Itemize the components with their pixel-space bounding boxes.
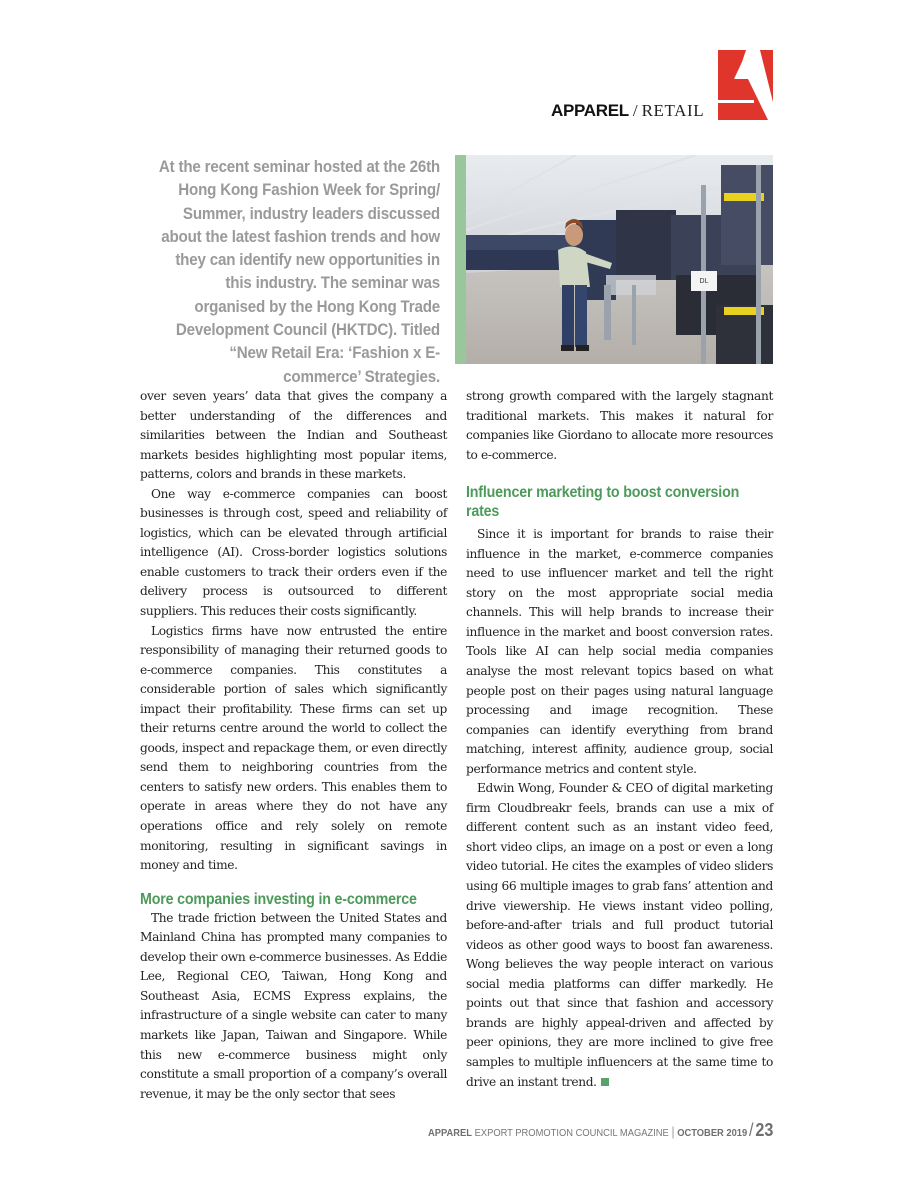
warehouse-photo: [466, 155, 773, 364]
apparel-logo-icon: [718, 50, 773, 120]
photo-accent-bar: [455, 155, 466, 364]
section-main: APPAREL: [551, 101, 629, 120]
section-heading: More companies investing in e-commerce: [140, 890, 417, 908]
paragraph: One way e-commerce companies can boost businesses is through cost, speed and reliability of logistics, which can be elevated through artificial intelligence (AI). Cross-border logistics solutions enable customers to track their orders even if the delivery process is outsourced to different suppliers. This reduces their costs significantly.: [140, 486, 447, 619]
section-separator: /: [632, 101, 638, 120]
paragraph: Since it is important for brands to raise their influence in the market, e-commerce companies need to use influencer market and tell the right story on the most appropriate social media channels. This will help brands to increase their influence in the market and boost conversion rates. Tools like AI can help social media companies analyse the most relevant topics based on what people post on their pages using natural language processing and image recognition. These companies can identify everything from brand matching, interest affinity, audience group, social performance metrics and content style.: [466, 527, 773, 776]
page-number: 23: [755, 1120, 774, 1140]
footer-divider: |: [671, 1124, 675, 1139]
article-column-left: [140, 387, 447, 1104]
paragraph: over seven years’ data that gives the company a better understanding of the differences and similarities between the Indian and Southeast markets besides highlighting most popular items, patterns, colors and brands in these markets.: [140, 389, 447, 482]
footer-magazine-brand: APPAREL: [428, 1128, 473, 1139]
end-of-article-icon: [601, 1078, 609, 1086]
paragraph: [466, 779, 773, 1092]
section-heading: Influencer marketing to boost conversion rates: [466, 484, 740, 521]
footer-slash: /: [749, 1120, 754, 1140]
footer-issue: OCTOBER 2019: [677, 1128, 748, 1139]
footer-magazine-name: EXPORT PROMOTION COUNCIL MAGAZINE: [474, 1128, 669, 1139]
paragraph: The trade friction between the United States and Mainland China has prompted many companies to develop their own e-commerce businesses. As Eddie Lee, Regional CEO, Taiwan, Hong Kong and Southeast Asia, ECMS Express explains, the infrastructure of a single website can cater to many markets like Japan, Taiwan and Singapore. While this new e-commerce business might only constitute a small proportion of a company’s overall revenue, it may be the only sector that sees: [140, 910, 447, 1101]
paragraph-text: Edwin Wong, Founder & CEO of digital marketing firm Cloudbreakr feels, brands can use a mix of different content such as an instant video feed, short video clips, an image on a post or even a long video tutorial. He cites the examples of video sliders using 66 multiple images to grab fans’ attention and drive viewership. He views instant video polling, before-and-after trials and full product tutorial videos as other good ways to boost fan awareness. Wong believes the way people interact on various social media platforms can differ markedly. He points out that since that fashion and accessory brands are highly appeal-driven and affected by peer opinions, they are more inclined to give free samples to multiple influencers at the same time to drive an instant trend.: [466, 781, 773, 1089]
paragraph: Logistics firms have now entrusted the entire responsibility of managing their returned goods to e-commerce companies. This constitutes a considerable portion of sales which significantly impact their profitability. These firms can set up their returns centre around the world to collect the goods, inspect and repackage them, or even directly send them to neighboring countries from the centers to satisfy new orders. This enables them to operate in areas where they do not have any operations office and rely solely on remote monitoring, resulting in significant savings in money and time.: [140, 623, 447, 873]
article-column-right: [466, 387, 773, 1092]
section-label: [551, 100, 704, 122]
section-sub: RETAIL: [641, 101, 705, 120]
paragraph: strong growth compared with the largely stagnant traditional markets. This makes it natural for companies like Giordano to allocate more resources to e-commerce.: [466, 389, 773, 462]
photo-tag: DL: [699, 278, 709, 285]
standfirst-intro: At the recent seminar hosted at the 26th Hong Kong Fashion Week for Spring/ Summer, industry leaders discussed about the latest fashion trends and how they can identify new opportunities in this industry. The seminar was organised by the Hong Kong Trade Development Council (HKTDC). Titled “New Retail Era: ‘Fashion x E-commerce’ Strategies.: [158, 158, 441, 386]
page-footer: [428, 1120, 773, 1141]
